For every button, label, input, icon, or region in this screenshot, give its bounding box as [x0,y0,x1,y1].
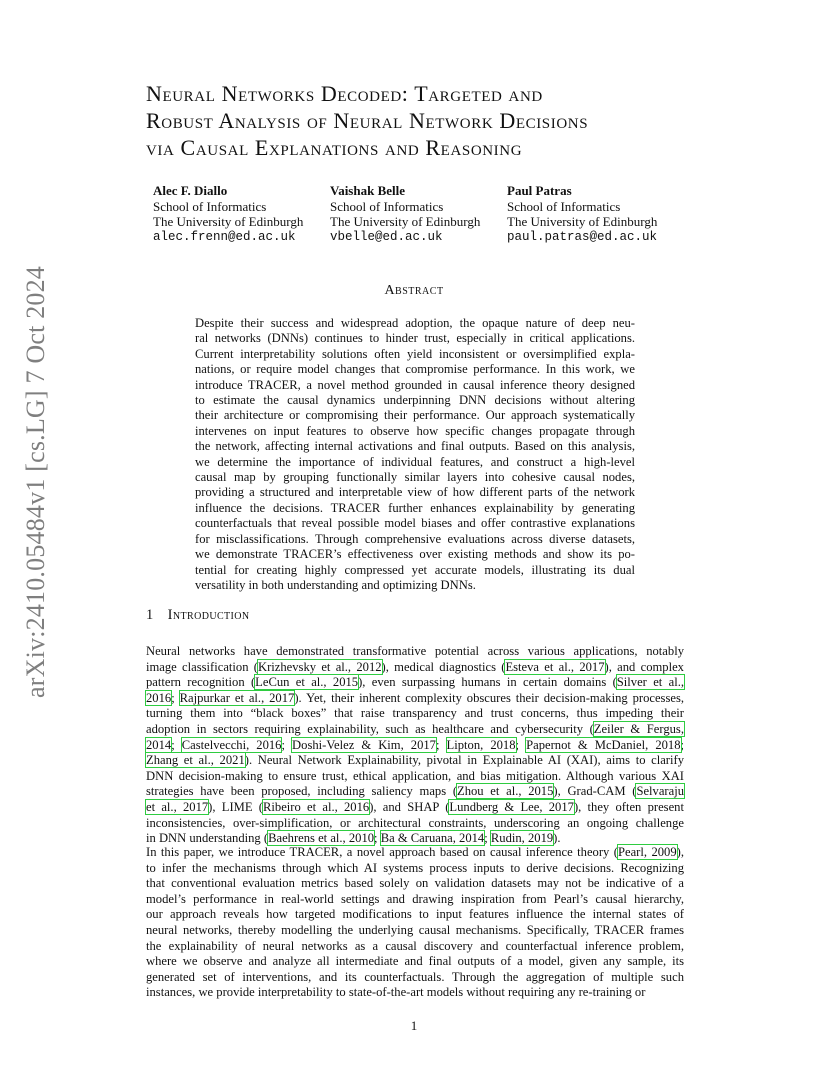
text-run: ), medical diagnostics ( [381,659,506,674]
text-line [146,876,684,892]
text-run: ). Neural Network Explainability, pivotal in Explainable AI (XAI), aims to clarify [244,753,684,768]
citation-link[interactable]: Pearl, 2009 [617,845,677,859]
author-1 [153,183,303,245]
citation-link[interactable]: Silver et al., [616,675,684,690]
section-title: Introduction [167,607,250,623]
text-run: model’s performance in real-world settings and drawing inspiration from Pearl’s causal hierarchy, [146,891,684,906]
citation-link[interactable]: Esteva et al., 2017 [505,659,605,674]
abstract-line: for misclassifications. Through comprehensive evaluations across diverse datasets, [195,531,635,546]
citation-link[interactable]: Lipton, 2018 [446,737,516,752]
text-run: ). Yet, their inherent complexity obscures their decision-making processes, [294,690,684,705]
text-run: that conventional evaluation metrics based solely on validation datasets may not be indicative of a [146,876,684,891]
citation-link[interactable]: Zeiler & Fergus, [593,721,684,736]
text-run: pattern recognition ( [146,675,256,690]
text-run: ), they often present [573,799,684,814]
text-run: instances, we provide interpretability to state-of-the-art models without requiring any re-training or [146,985,646,1000]
author-email[interactable]: vbelle@ed.ac.uk [330,229,443,244]
text-line [146,923,684,939]
abstract-line: the network, affecting internal activations and final outputs. Based on this analysis, [195,439,635,454]
author-dept: School of Informatics [507,198,621,214]
abstract-line: nations, or require model changes that compromise performance. In this work, we [195,362,635,377]
author-affiliation: The University of Edinburgh [330,214,481,229]
author-name: Paul Patras [507,183,572,198]
text-run: ; [374,831,381,846]
author-email[interactable]: alec.frenn@ed.ac.uk [153,229,296,244]
abstract-line: ral networks (DNNs) continues to hinder trust, especially in critical applications. [195,331,635,346]
text-line [146,892,684,908]
citation-link[interactable]: Krizhevsky et al., 2012 [257,659,382,674]
citation-link[interactable]: 2016 [146,690,172,705]
text-run: the explainability of neural networks as a causal discovery and counterfactual inference problem, [146,938,684,953]
text-run: ), and complex [604,659,684,674]
abstract-line: influence the decisions. TRACER further enhances explainability by generating [195,500,635,515]
text-run: neural networks, thereby modelling the underlying causal mechanisms. Specifically, TRACER frames [146,922,684,937]
text-run: where we observe and analyze all intermediate and final outputs of a model, given any sample, its [146,954,684,969]
text-line [146,660,684,676]
abstract-line: intervenes on input features to observe how specific changes propagate through [195,423,635,438]
citation-link[interactable]: 2014 [146,737,172,752]
author-dept: School of Informatics [153,198,267,214]
text-run: ; [515,737,527,752]
text-run: to infer the mechanisms through which AI systems process inputs to derive decisions. Recognizing [146,860,684,875]
text-line [146,939,684,955]
abstract-line: counterfactuals that reveal possible model biases and offer contrastive explanations [195,516,635,531]
text-line [146,675,684,691]
citation-link[interactable]: Baehrens et al., 2010 [268,831,375,846]
section-number: 1 [146,607,154,623]
text-line [146,907,684,923]
citation-link[interactable]: Castelvecchi, 2016 [181,737,282,752]
author-name: Alec F. Diallo [153,183,228,198]
abstract-line: we demonstrate TRACER’s effectiveness over existing methods and show its po- [195,547,635,562]
abstract-line: Despite their success and widespread adoption, the opaque nature of deep neu- [195,316,635,330]
title-line: via Causal Explanations and Reasoning [146,135,523,160]
citation-link[interactable]: Lundberg & Lee, 2017 [449,799,574,814]
author-2 [330,183,480,245]
abstract-heading: Abstract [384,283,444,298]
title-line: Neural Networks Decoded: Targeted and [146,81,543,106]
abstract-line: tential for creating highly compressed yet accurate models, illustrating its dual [195,562,635,577]
author-affiliation: The University of Edinburgh [153,214,304,229]
citation-link[interactable]: Rudin, 2019 [490,831,554,846]
page-number: 1 [410,1018,418,1033]
text-run: ), [676,845,684,859]
text-run: ; [435,737,447,752]
text-run: adoption in sectors requiring explainability, such as healthcare and cybersecurity ( [146,721,594,736]
text-run: ; [171,690,180,705]
text-run: generated set of interventions, and its counterfactuals. Through the aggregation of multiple such [146,969,684,984]
citation-link[interactable]: Rajpurkar et al., 2017 [179,690,295,705]
author-dept: School of Informatics [330,198,444,214]
citation-link[interactable]: Papernot & McDaniel, 2018 [526,737,681,752]
text-run: turning them into “black boxes” that raise transparency and trust concerns, thus impeding their [146,706,684,721]
text-run: In this paper, we introduce TRACER, a novel approach based on causal inference theory ( [146,845,618,859]
text-line [146,970,684,986]
title-line: Robust Analysis of Neural Network Decisions [146,108,589,133]
intro-paragraph-1 [146,644,684,847]
citation-link[interactable]: Ba & Caruana, 2014 [380,831,485,846]
text-line [146,861,684,877]
text-run: ), even surpassing humans in certain domains ( [358,675,617,690]
text-line [146,784,684,800]
author-3 [507,183,657,245]
text-line [146,816,684,832]
section-heading [146,607,250,624]
abstract-line: versatility in both understanding and optimizing DNNs. [195,577,476,592]
abstract-text [195,316,635,593]
text-line [146,800,684,816]
text-line [146,738,684,754]
citation-link[interactable]: Zhang et al., 2021 [146,753,245,768]
citation-link[interactable]: Zhou et al., 2015 [457,784,554,799]
text-run: ; [171,737,182,752]
text-run: ), and SHAP ( [369,799,450,814]
abstract-line: causal map by grouping functionally similar layers into cohesive causal nodes, [195,470,635,485]
author-email[interactable]: paul.patras@ed.ac.uk [507,229,658,244]
citation-link[interactable]: Ribeiro et al., 2016 [263,799,370,814]
text-line [146,691,684,707]
text-run: in DNN understanding ( [146,831,269,846]
abstract-line: their architecture or compromising their performance. Our approach systematically [195,408,635,423]
text-run: ; [484,831,491,846]
paper-title [146,80,706,161]
intro-paragraph-2 [146,845,684,1001]
text-run: strategies have been proposed, including saliency maps ( [146,784,458,799]
abstract-line: to estimate the causal dynamics underpinning DNN decisions without altering [195,393,635,408]
text-line [146,985,684,1001]
citation-link[interactable]: Selvaraju [636,784,684,799]
text-run: ). [553,831,561,846]
text-line [146,769,684,785]
author-name: Vaishak Belle [330,183,406,198]
text-run: ), LIME ( [208,799,263,814]
abstract-line: providing a structured and interpretable view of how different parts of the network [195,485,635,500]
text-line [146,706,684,722]
abstract-line: introduce TRACER, a novel method grounded in causal inference theory designed [195,377,635,392]
text-line [146,954,684,970]
citation-link[interactable]: Doshi-Velez & Kim, 2017 [292,737,436,752]
text-run: ; [680,737,685,752]
text-line [146,644,684,660]
abstract-line: Current interpretability solutions often yield inconsistent or oversimplified expla- [195,346,635,361]
text-run: ; [281,737,293,752]
text-line [146,753,684,769]
arxiv-stamp: arXiv:2410.05484v1 [cs.LG] 7 Oct 2024 [21,266,50,698]
text-run: DNN decision-making to ensure trust, ethical application, and bias mitigation. Although various XAI [146,768,684,783]
citation-link[interactable]: et al., 2017 [146,799,209,814]
author-affiliation: The University of Edinburgh [507,214,658,229]
text-run: inconsistencies, over-simplification, or architectural constraints, underscoring an ongoing challenge [146,815,684,830]
text-run: image classification ( [146,659,258,674]
citation-link[interactable]: LeCun et al., 2015 [255,675,359,690]
text-line [146,722,684,738]
text-run: Neural networks have demonstrated transformative potential across various applications, notably [146,644,684,658]
abstract-line: we determine the importance of individual features, and construct a high-level [195,454,635,469]
text-run: ), Grad-CAM ( [553,784,637,799]
text-line [146,845,684,861]
text-run: our approach reveals how targeted modifications to input features influence the internal states of [146,907,684,922]
